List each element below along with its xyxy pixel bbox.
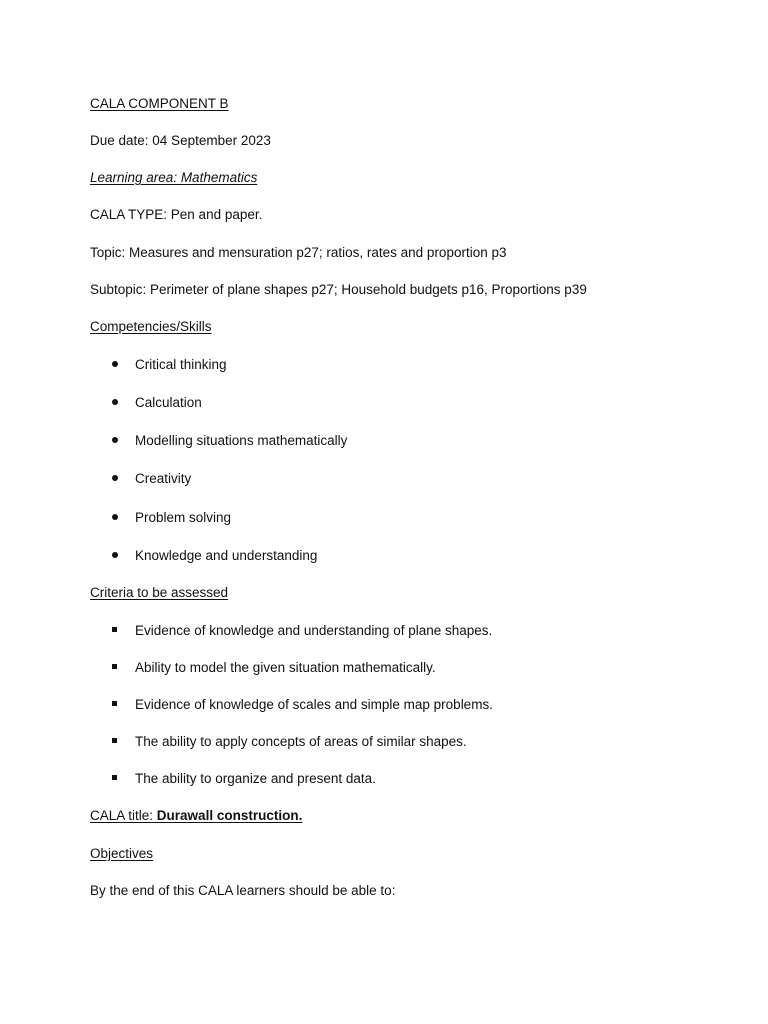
bullet-dot-icon (112, 437, 118, 443)
criterion-text: Evidence of knowledge of scales and simple map problems. (135, 697, 493, 712)
criterion-text: The ability to apply concepts of areas of similar shapes. (135, 734, 467, 749)
competency-text: Problem solving (135, 510, 232, 525)
list-item (112, 548, 317, 564)
topic: Topic: Measures and mensuration p27; ratios, rates and proportion p3 (90, 245, 507, 260)
bullet-square-icon (112, 738, 117, 743)
criterion-text: The ability to organize and present data. (135, 771, 376, 786)
list-item (112, 510, 231, 526)
list-item (112, 734, 467, 750)
learning-area: Learning area: Mathematics (90, 170, 258, 185)
list-item (112, 395, 202, 411)
cala-title (90, 808, 302, 824)
list-item (112, 433, 347, 449)
competency-text: Calculation (135, 395, 202, 410)
list-item (112, 697, 493, 713)
subtopic: Subtopic: Perimeter of plane shapes p27; Household budgets p16, Proportions p39 (90, 282, 587, 297)
bullet-square-icon (112, 701, 117, 706)
criterion-text: Evidence of knowledge and understanding of plane shapes. (135, 623, 493, 638)
bullet-dot-icon (112, 361, 118, 367)
bullet-dot-icon (112, 475, 118, 481)
list-item (112, 623, 492, 639)
list-item (112, 471, 191, 487)
competencies-heading: Competencies/Skills (90, 319, 212, 334)
bullet-square-icon (112, 664, 117, 669)
bullet-dot-icon (112, 514, 118, 520)
criterion-text: Ability to model the given situation mathematically. (135, 660, 436, 675)
bullet-square-icon (112, 627, 117, 632)
cala-title-label: CALA title: (90, 808, 157, 823)
list-item (112, 771, 376, 787)
objectives-heading: Objectives (90, 846, 154, 861)
document-heading: CALA COMPONENT B (90, 96, 229, 111)
criteria-heading: Criteria to be assessed (90, 585, 229, 600)
cala-title-value: Durawall construction. (156, 808, 303, 823)
competency-text: Creativity (135, 471, 192, 486)
list-item (112, 660, 436, 676)
objectives-intro: By the end of this CALA learners should be able to: (90, 883, 396, 898)
list-item (112, 357, 227, 373)
cala-type: CALA TYPE: Pen and paper. (90, 207, 263, 222)
bullet-dot-icon (112, 552, 118, 558)
bullet-dot-icon (112, 399, 118, 405)
competency-text: Modelling situations mathematically (135, 433, 348, 448)
competency-text: Critical thinking (135, 357, 227, 372)
competency-text: Knowledge and understanding (135, 548, 318, 563)
due-date: Due date: 04 September 2023 (90, 133, 271, 148)
bullet-square-icon (112, 775, 117, 780)
